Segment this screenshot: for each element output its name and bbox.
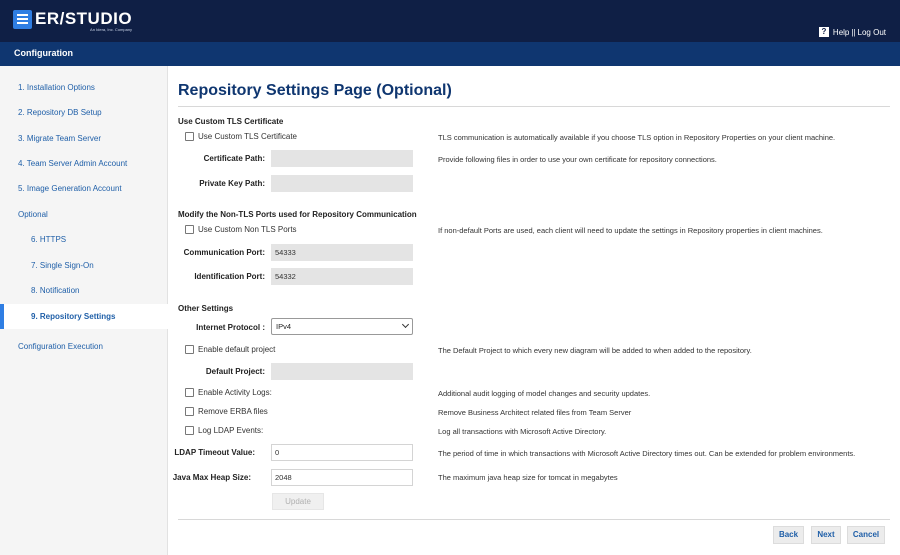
internet-protocol-value: IPv4 <box>276 322 292 331</box>
sidebar <box>0 66 168 555</box>
logo-subtitle: An Idera, Inc. Company <box>90 27 133 32</box>
update-button[interactable]: Update <box>272 493 324 510</box>
default-project-description: The Default Project to which every new diagram will be added to when added to the repository. <box>438 346 752 355</box>
certificate-path-description: Provide following files in order to use your own certificate for repository connections. <box>438 155 717 164</box>
sidebar-item-repository-db-setup[interactable]: 2. Repository DB Setup <box>18 108 102 117</box>
help-link[interactable]: Help <box>832 27 850 37</box>
default-project-input[interactable] <box>271 363 413 380</box>
communication-port-label: Communication Port: <box>183 248 265 257</box>
activity-logs-checkbox[interactable] <box>185 388 194 397</box>
private-key-path-input[interactable] <box>271 175 413 192</box>
ldap-events-checkbox[interactable] <box>185 426 194 435</box>
page-title: Repository Settings Page (Optional) <box>178 82 452 99</box>
communication-port-input[interactable]: 54333 <box>271 244 413 261</box>
identification-port-input[interactable]: 54332 <box>271 268 413 285</box>
configuration-title: Configuration <box>14 48 73 58</box>
link-separator: || <box>851 27 856 37</box>
sidebar-group-optional: Optional <box>18 210 48 219</box>
certificate-path-input[interactable] <box>271 150 413 167</box>
tls-checkbox[interactable] <box>185 132 194 141</box>
tls-heading: Use Custom TLS Certificate <box>178 117 284 126</box>
remove-erba-description: Remove Business Architect related files from Team Server <box>438 408 632 417</box>
sidebar-item-configuration-execution[interactable]: Configuration Execution <box>18 342 103 351</box>
title-divider <box>178 106 890 107</box>
sidebar-item-installation-options[interactable]: 1. Installation Options <box>18 83 95 92</box>
ldap-events-description: Log all transactions with Microsoft Active Directory. <box>438 427 607 436</box>
logo-name: ER/STUDIO <box>35 9 133 28</box>
activity-logs-description: Additional audit logging of model changes and security updates. <box>438 389 651 398</box>
top-header <box>0 0 900 42</box>
logo-icon <box>13 10 32 29</box>
private-key-path-label: Private Key Path: <box>199 179 265 188</box>
default-project-checkbox[interactable] <box>185 345 194 354</box>
default-project-checkbox-label: Enable default project <box>198 345 276 354</box>
ports-description: If non-default Ports are used, each client will need to update the settings in Repository properties in client machines. <box>438 226 823 235</box>
identification-port-label: Identification Port: <box>194 272 265 281</box>
ports-checkbox[interactable] <box>185 225 194 234</box>
cancel-button[interactable]: Cancel <box>847 526 885 544</box>
chevron-down-icon <box>402 321 409 328</box>
other-settings-heading: Other Settings <box>178 304 234 313</box>
ldap-events-label: Log LDAP Events: <box>198 426 264 435</box>
logout-link[interactable]: Log Out <box>857 27 886 37</box>
internet-protocol-select[interactable] <box>271 318 413 335</box>
remove-erba-checkbox[interactable] <box>185 407 194 416</box>
ports-checkbox-label: Use Custom Non TLS Ports <box>198 225 297 234</box>
activity-logs-label: Enable Activity Logs: <box>198 388 272 397</box>
ldap-timeout-label: LDAP Timeout Value: <box>174 448 255 457</box>
sidebar-item-image-generation[interactable]: 5. Image Generation Account <box>18 184 122 193</box>
sidebar-item-repository-settings[interactable]: 9. Repository Settings <box>0 304 168 329</box>
tls-description: TLS communication is automatically available if you choose TLS option in Repository Properties on your client machine. <box>438 133 836 142</box>
java-heap-input[interactable]: 2048 <box>271 469 413 486</box>
certificate-path-label: Certificate Path: <box>203 154 265 163</box>
ports-heading: Modify the Non-TLS Ports used for Repository Communication <box>178 210 417 219</box>
help-icon[interactable]: ? <box>819 27 829 37</box>
remove-erba-label: Remove ERBA files <box>198 407 268 416</box>
er-studio-logo <box>13 10 132 32</box>
back-button[interactable]: Back <box>773 526 804 544</box>
tls-checkbox-label: Use Custom TLS Certificate <box>198 132 297 141</box>
sidebar-item-https[interactable]: 6. HTTPS <box>31 235 67 244</box>
ldap-timeout-description: The period of time in which transactions with Microsoft Active Directory times out. Can be extended for problem environments. <box>438 449 856 458</box>
next-button[interactable]: Next <box>811 526 841 544</box>
sidebar-item-single-sign-on[interactable]: 7. Single Sign-On <box>31 261 94 270</box>
top-links <box>819 27 886 37</box>
java-heap-label: Java Max Heap Size: <box>172 473 251 482</box>
configuration-bar <box>0 42 900 66</box>
sidebar-item-migrate-team-server[interactable]: 3. Migrate Team Server <box>18 134 101 143</box>
footer-divider <box>178 519 890 520</box>
default-project-field-label: Default Project: <box>205 367 265 376</box>
internet-protocol-label: Internet Protocol : <box>196 323 265 332</box>
sidebar-item-notification[interactable]: 8. Notification <box>31 286 80 295</box>
ldap-timeout-input[interactable]: 0 <box>271 444 413 461</box>
sidebar-item-admin-account[interactable]: 4. Team Server Admin Account <box>18 159 128 168</box>
main-content <box>168 66 900 555</box>
java-heap-description: The maximum java heap size for tomcat in megabytes <box>438 473 618 482</box>
